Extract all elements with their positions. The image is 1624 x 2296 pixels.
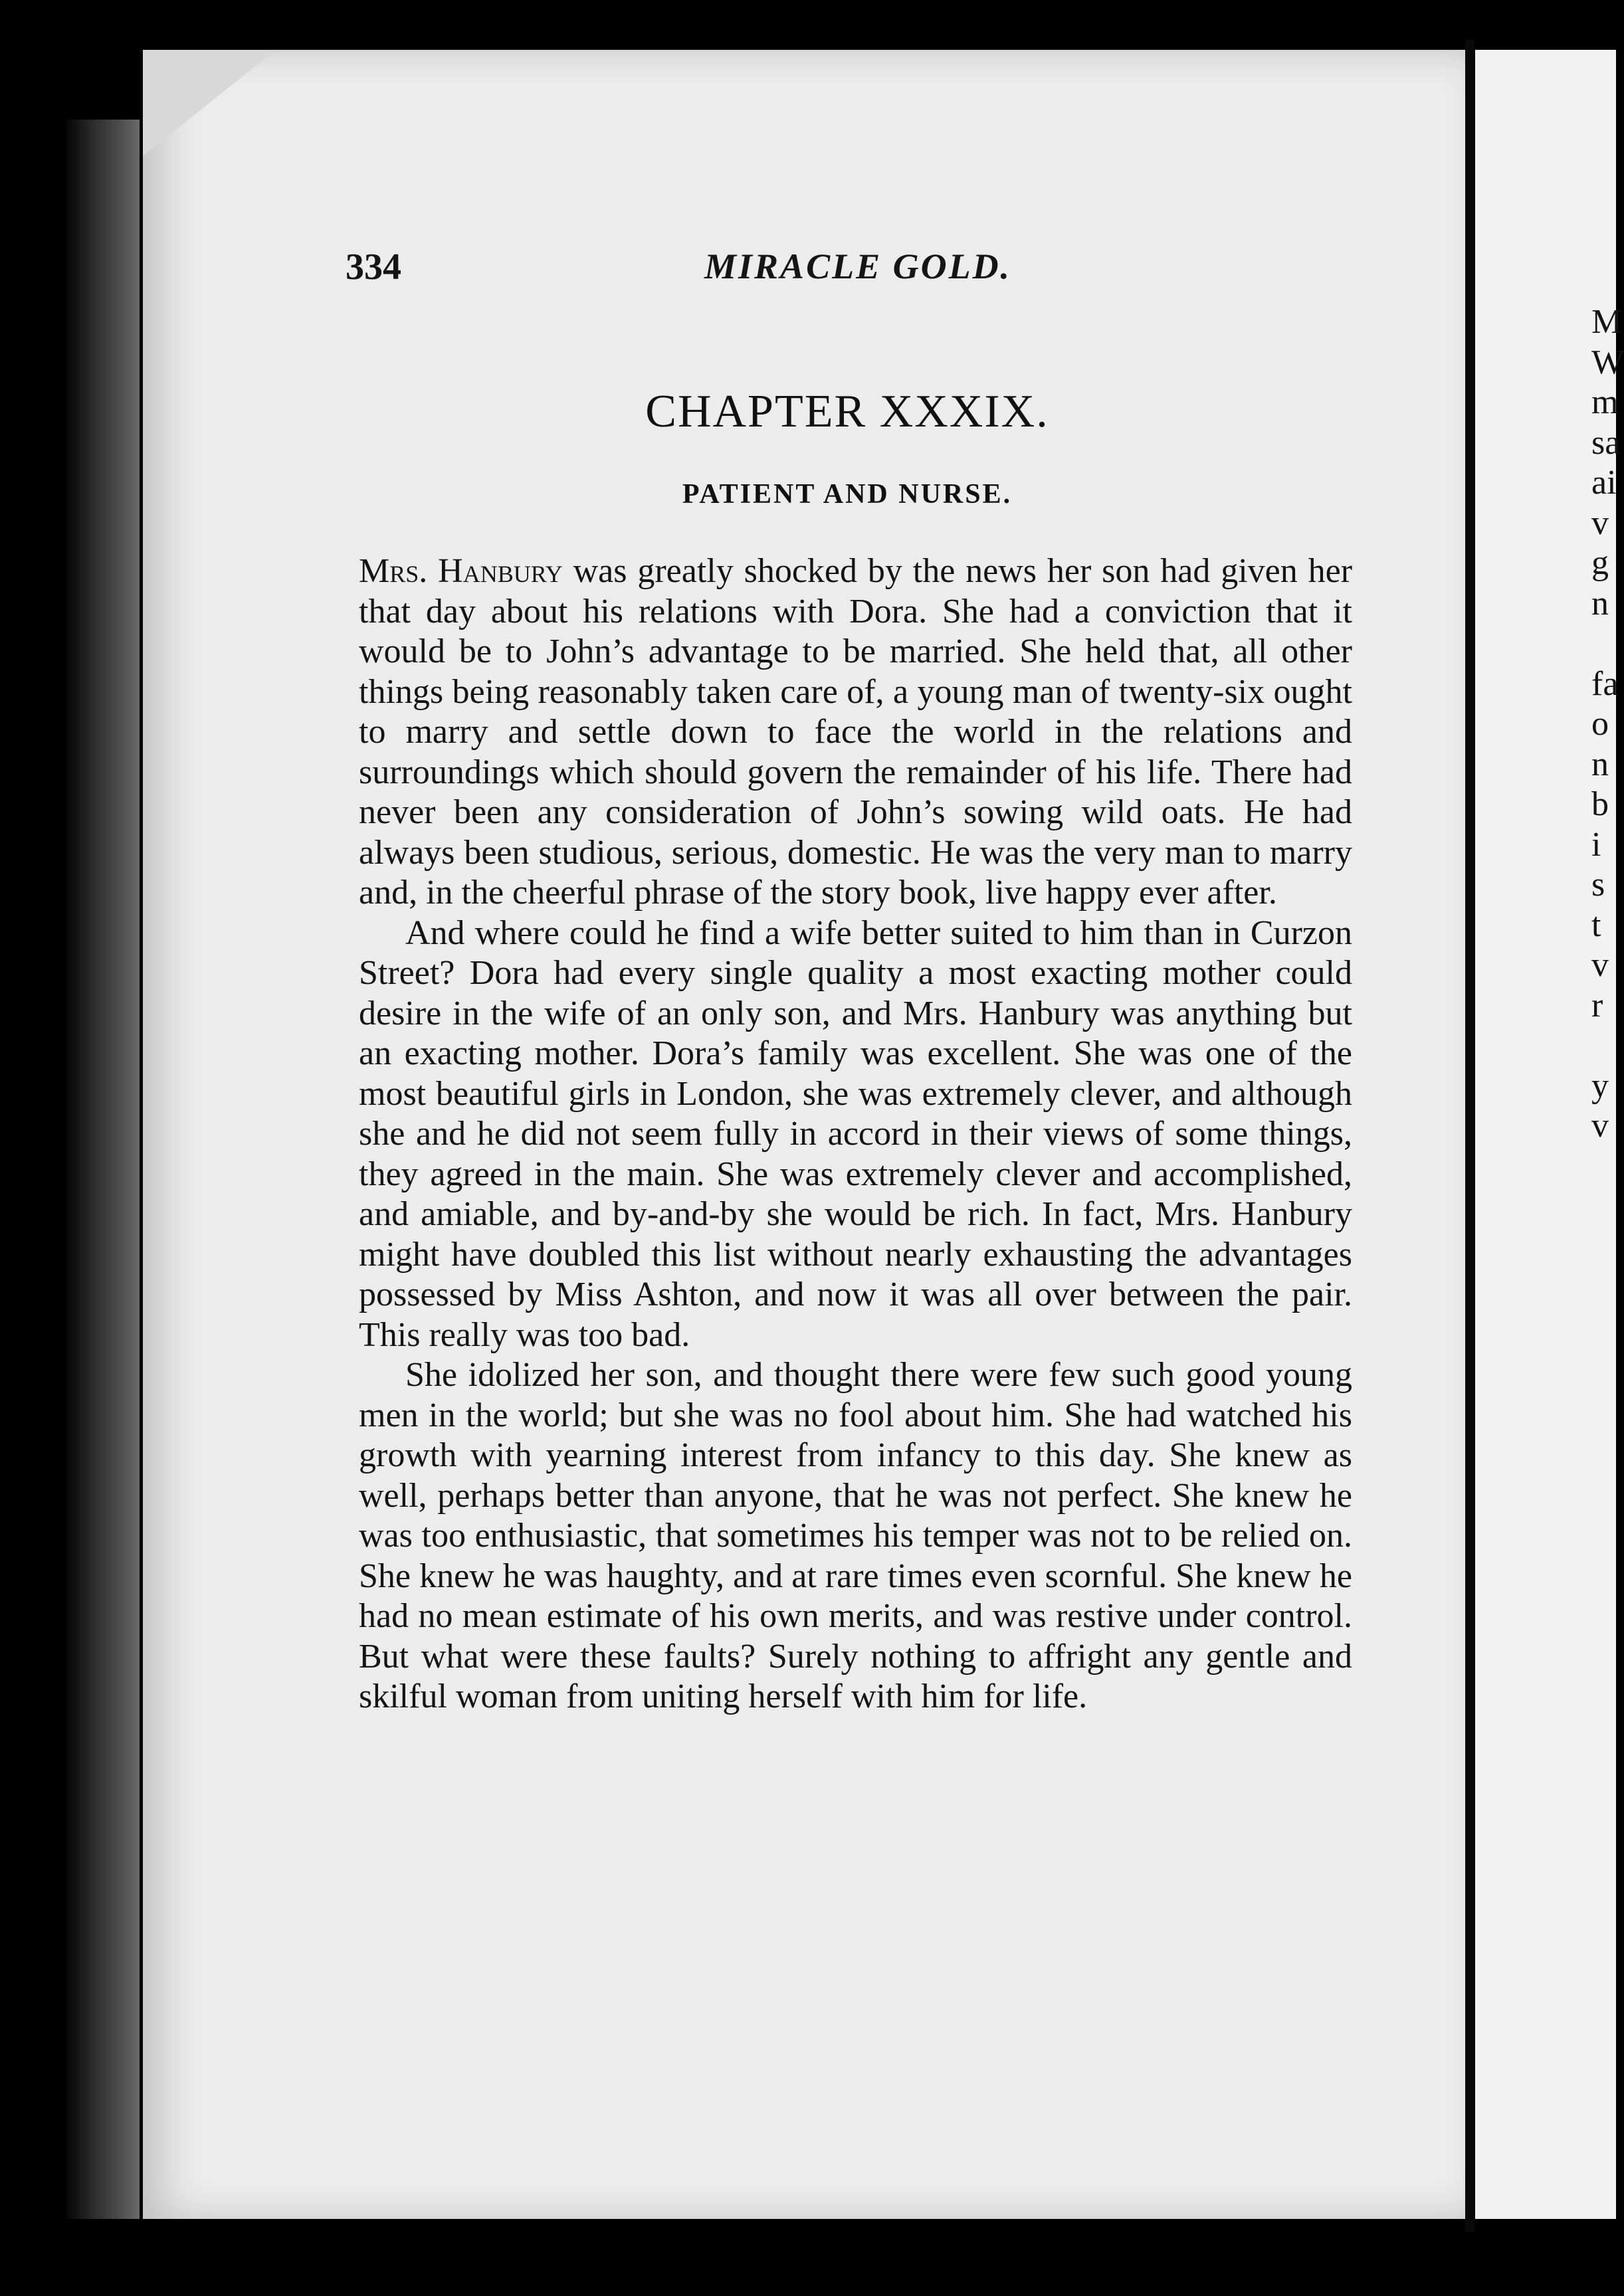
folded-page-corner bbox=[143, 50, 276, 156]
fragment: s bbox=[1591, 866, 1605, 904]
fragment: ai bbox=[1591, 464, 1617, 502]
fragment: v bbox=[1591, 504, 1609, 542]
fragment: g bbox=[1591, 544, 1609, 582]
facing-page-text-fragments bbox=[1591, 302, 1624, 1147]
fragment: v bbox=[1591, 946, 1609, 984]
fragment: y bbox=[1591, 1066, 1609, 1105]
body-text bbox=[359, 551, 1352, 1717]
fragment: m bbox=[1591, 383, 1619, 421]
book-spine-shadow bbox=[66, 120, 140, 2219]
fragment: W bbox=[1591, 343, 1624, 381]
paragraph bbox=[359, 551, 1352, 913]
paragraph-lead-word: Mrs. bbox=[359, 552, 428, 590]
fragment bbox=[1591, 624, 1616, 664]
fragment: t bbox=[1591, 906, 1601, 944]
section-title: PATIENT AND NURSE. bbox=[682, 479, 1013, 510]
fragment: b bbox=[1591, 785, 1609, 823]
chapter-title: CHAPTER XXXIX. bbox=[645, 386, 1049, 437]
fragment: o bbox=[1591, 705, 1609, 743]
paragraph: And where could he find a wife better suited to him than in Curzon Street? Dora had every single quality a most exacting mother could desire in the wife of an only son, and Mrs. Hanbury was anything but an exacting mother. Dora’s family was excellent. She was one of the most beautiful girls in London, she was extremely clever, and although she and he did not seem fully in accord in their views of some things, they agreed in the main. She was extremely clever and accomplished, and amiable, and by-and-by she would be rich. In fact, Mrs. Hanbury might have doubled this list without nearly exhausting the advantages possessed by Miss Ashton, and now it was all over between the pair. This really was too bad. bbox=[359, 913, 1352, 1354]
fragment: M bbox=[1591, 303, 1623, 341]
paragraph: She idolized her son, and thought there were few such good young men in the world; but she was no fool about him. She had watched his growth with yearning interest from infancy to this day. She knew as well, perhaps better than anyone, that he was not perfect. She knew he was too enthusiastic, that sometimes his temper was not to be relied on. She knew he was haughty, and at rare times even scornful. She knew he had no mean estimate of his own merits, and was restive under control. But what were these faults? Surely nothing to affright any gentle and skilful woman from uniting herself with him for life. bbox=[359, 1356, 1352, 1715]
fragment: i bbox=[1591, 825, 1601, 864]
page-number: 334 bbox=[346, 246, 401, 288]
running-head bbox=[346, 246, 1356, 299]
page-gutter bbox=[1465, 40, 1474, 2232]
fragment: n bbox=[1591, 584, 1609, 622]
fragment: fa bbox=[1591, 664, 1619, 703]
fragment: sa bbox=[1591, 423, 1621, 462]
running-title: MIRACLE GOLD. bbox=[704, 246, 1012, 286]
paragraph-lead-name: Hanbury bbox=[438, 552, 563, 590]
paragraph-text: was greatly shocked by the news her son had given her that day about his relations with Dora. She had a conviction that it would be to John’s advantage to be married. She held that, all other things being reasonably taken care of, a young man of twenty-six ought to marry and settle down to face the world in the relations and surroundings which should govern the remainder of his life. There had never been any consideration of John’s sowing wild oats. He had always been studious, serious, domestic. He was the very man to marry and, in the cheerful phrase of the story book, live happy ever after. bbox=[359, 552, 1353, 911]
fragment: v bbox=[1591, 1107, 1609, 1145]
fragment: n bbox=[1591, 745, 1609, 783]
fragment: r bbox=[1591, 986, 1603, 1024]
fragment bbox=[1591, 1026, 1616, 1066]
